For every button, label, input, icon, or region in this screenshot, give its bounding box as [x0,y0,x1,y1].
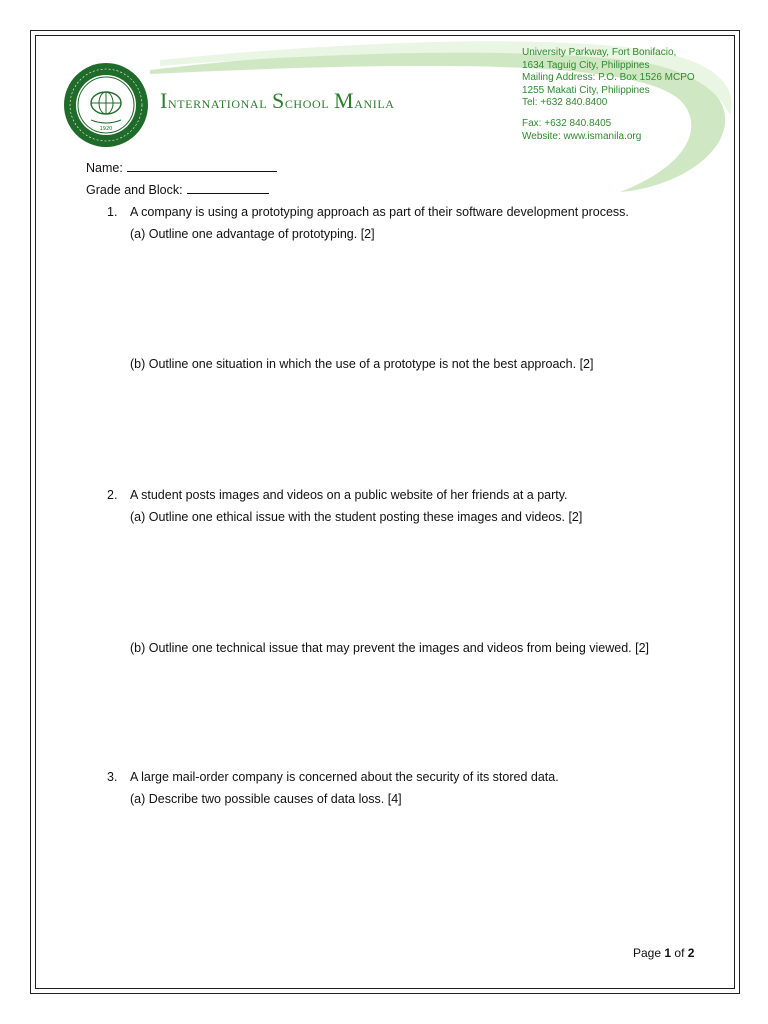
school-name-word-1: International [160,88,272,113]
address-line: 1255 Makati City, Philippines [522,84,650,96]
address-line: Mailing Address: P.O. Box 1526 MCPO [522,72,695,84]
question-1a: (a) Outline one advantage of prototyping. [2] [130,227,375,241]
address-line: Tel: +632 840.8400 [522,97,608,109]
svg-text:1920: 1920 [99,126,113,132]
question-number: 1. [107,205,118,219]
school-name-word-3: Manila [334,88,395,113]
name-label: Name: [86,161,123,175]
address-line: 1634 Taguig City, Philippines [522,59,650,71]
grade-block-label: Grade and Block: [86,183,183,197]
school-name [160,88,395,114]
website-line: Website: www.ismanila.org [522,130,642,142]
school-seal-logo [63,62,149,148]
fax-line: Fax: +632 840.8405 [522,117,612,129]
question-2b: (b) Outline one technical issue that may prevent the images and videos from being viewed. [2] [130,641,650,655]
page-number: Page 1 of 2 [633,946,695,960]
question-number: 2. [107,488,118,502]
question-text: A company is using a prototyping approach as part of their software development process. [130,205,629,219]
name-blank-line[interactable] [127,161,277,172]
question-3a: (a) Describe two possible causes of data loss. [4] [130,792,402,806]
name-field [86,161,277,175]
grade-block-field [86,183,269,197]
question-number: 3. [107,770,118,784]
question-text: A large mail-order company is concerned about the security of its stored data. [130,770,559,784]
grade-block-blank-line[interactable] [187,183,269,194]
address-line: University Parkway, Fort Bonifacio, [522,47,677,58]
question-1b: (b) Outline one situation in which the use of a prototype is not the best approach. [2] [130,357,594,371]
question-2a: (a) Outline one ethical issue with the student posting these images and videos. [2] [130,510,583,524]
school-address-block [522,47,695,143]
school-name-word-2: School [271,88,335,113]
question-text: A student posts images and videos on a public website of her friends at a party. [130,488,568,502]
